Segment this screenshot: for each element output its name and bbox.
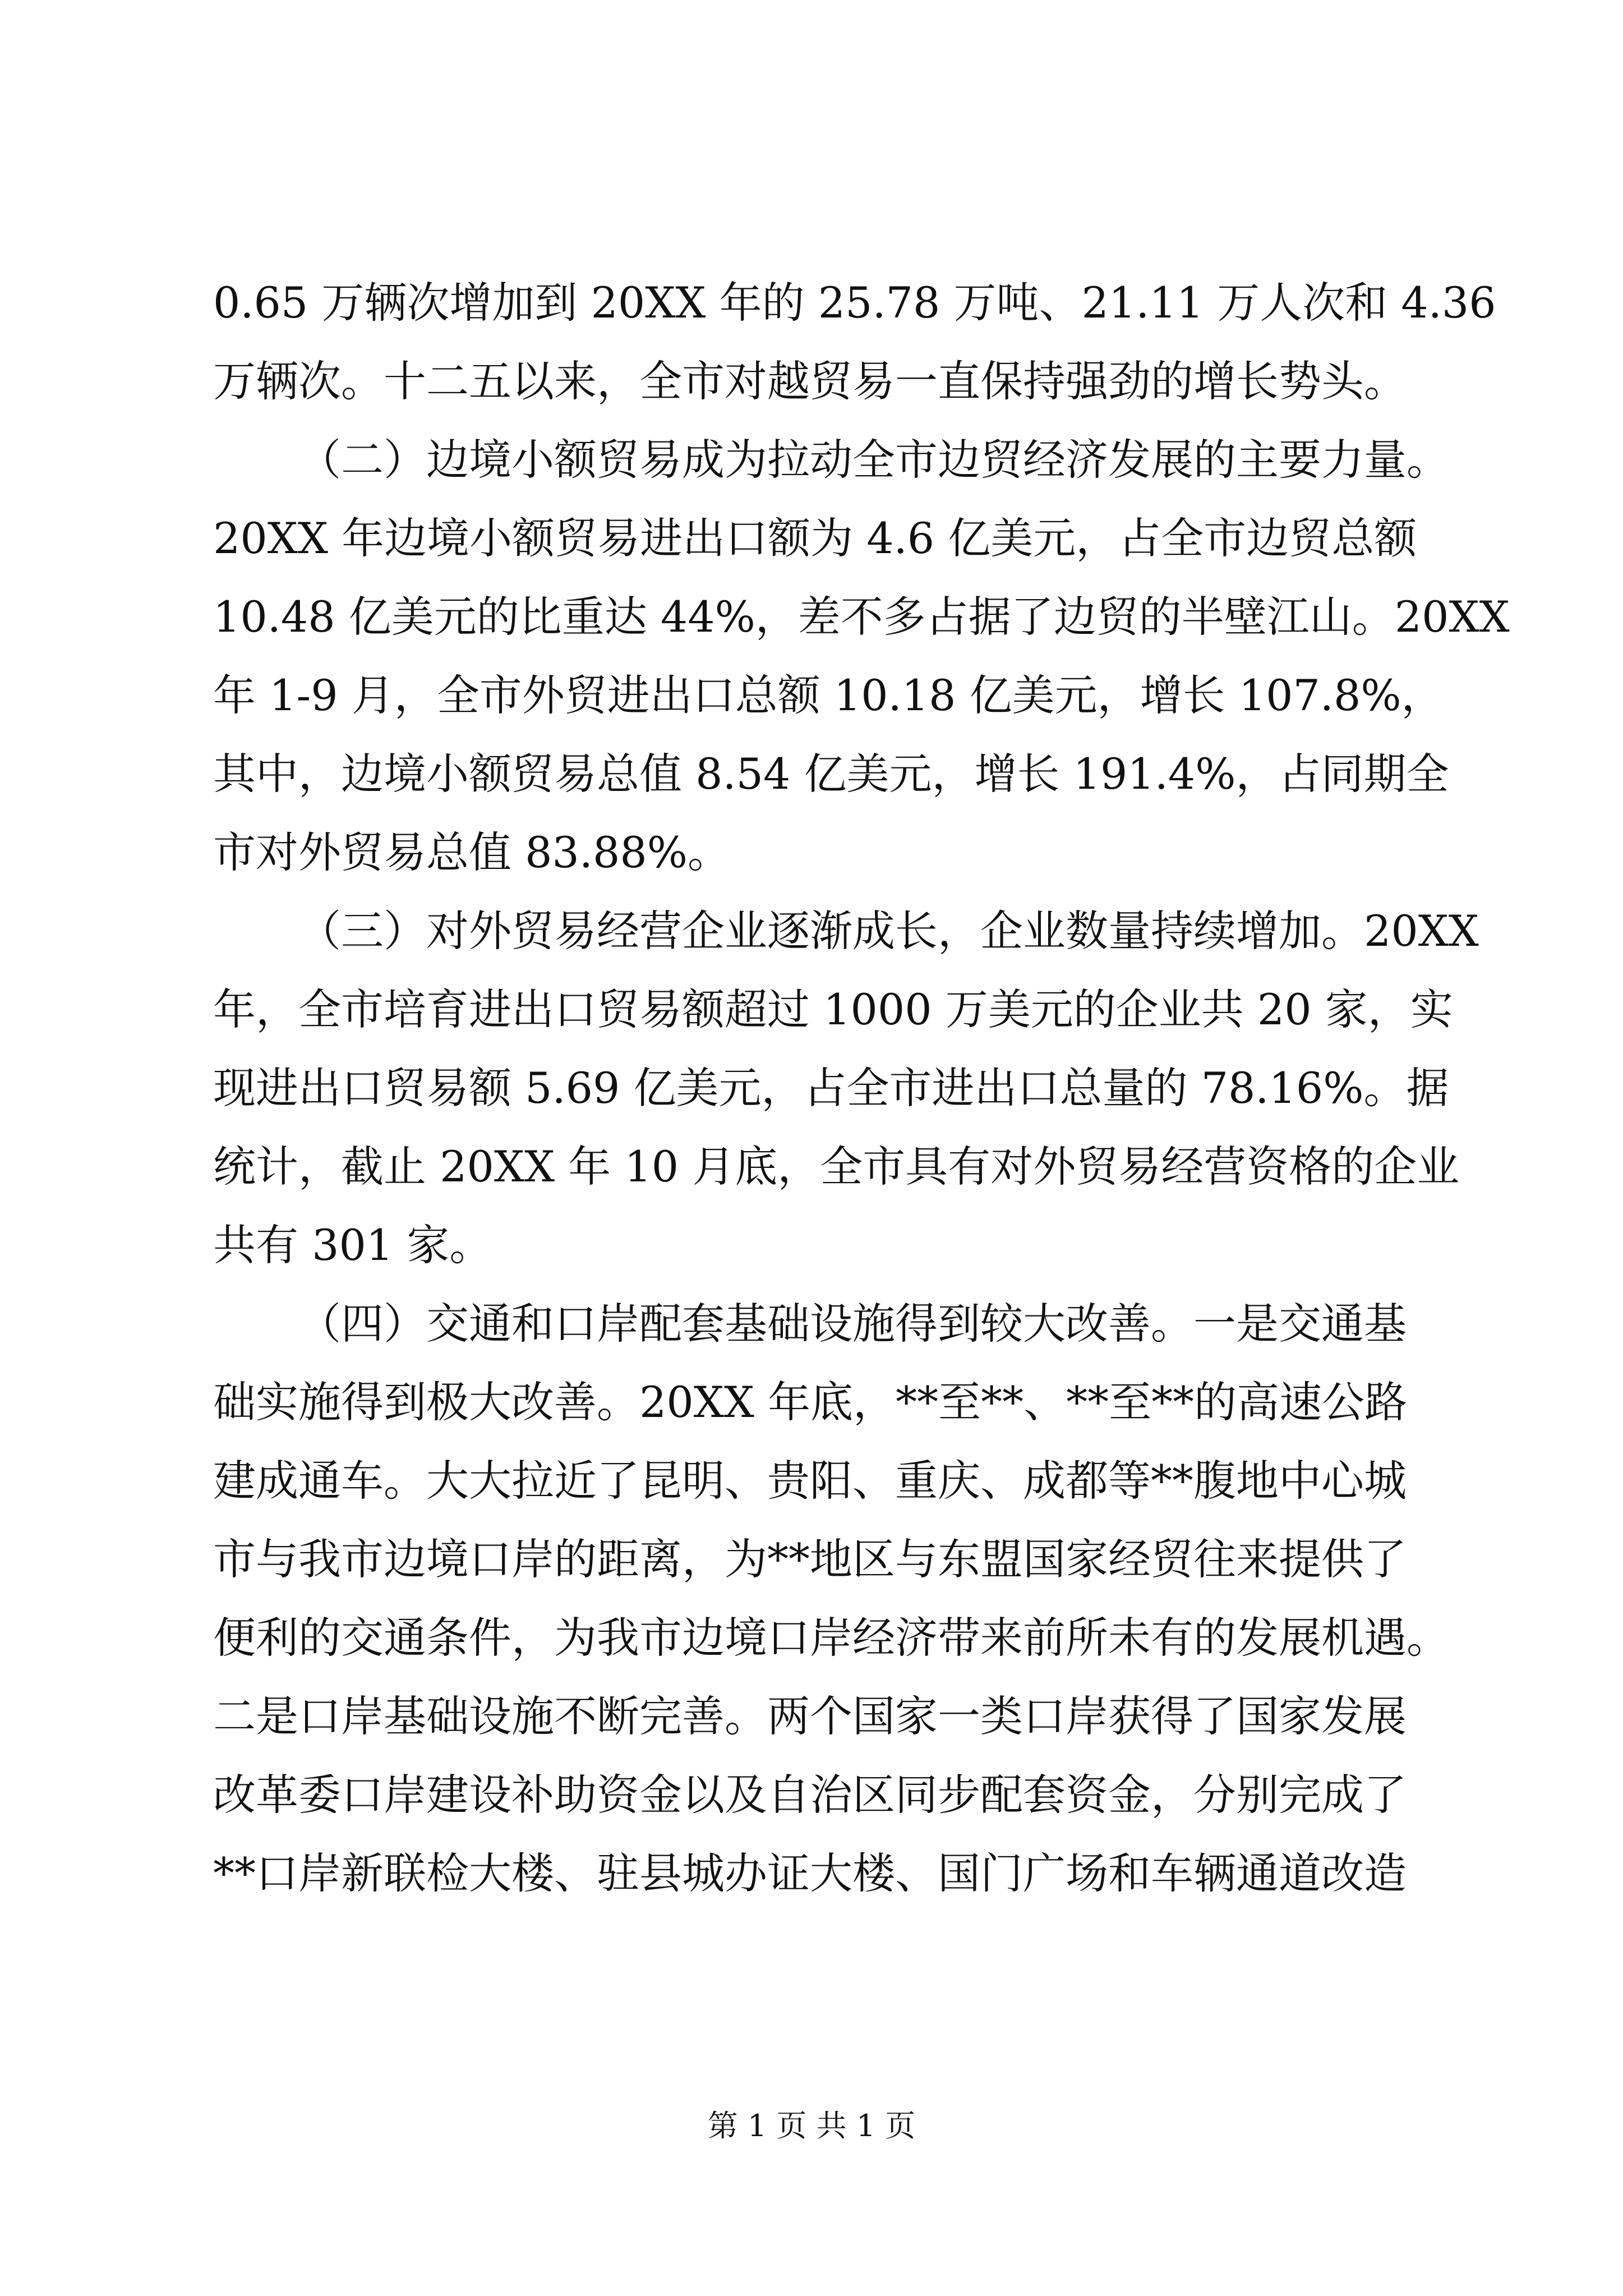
paragraph-first-line: （二）边境小额贸易成为拉动全市边贸经济发展的主要力量。 [298, 435, 1449, 485]
text-line: 万辆次。十二五以来，全市对越贸易一直保持强劲的增长势头。 [213, 356, 1407, 406]
text-line: 10.48 亿美元的比重达 44%，差不多占据了边贸的半壁江山。20XX [213, 592, 1510, 642]
paragraph-first-line: （四）交通和口岸配套基础设施得到较大改善。一是交通基 [298, 1299, 1407, 1349]
body-text [213, 264, 1510, 1913]
text-line: 统计，截止 20XX 年 10 月底，全市具有对外贸易经营资格的企业 [213, 1142, 1460, 1191]
text-line: 年，全市培育进出口贸易额超过 1000 万美元的企业共 20 家，实 [213, 984, 1453, 1034]
text-line: 年 1-9 月，全市外贸进出口总额 10.18 亿美元，增长 107.8%， [213, 670, 1444, 720]
text-line: **口岸新联检大楼、驻县城办证大楼、国门广场和车辆通道改造 [213, 1848, 1407, 1898]
text-line: 其中，边境小额贸易总值 8.54 亿美元，增长 191.4%，占同期全 [213, 749, 1449, 799]
text-line: 建成通车。大大拉近了昆明、贵阳、重庆、成都等**腹地中心城 [213, 1456, 1407, 1506]
text-line: 便利的交通条件，为我市边境口岸经济带来前所未有的发展机遇。 [213, 1613, 1449, 1663]
text-line: 改革委口岸建设补助资金以及自治区同步配套资金，分别完成了 [213, 1770, 1407, 1820]
paragraph-first-line: （三）对外贸易经营企业逐渐成长，企业数量持续增加。20XX [298, 906, 1479, 956]
text-line: 二是口岸基础设施不断完善。两个国家一类口岸获得了国家发展 [213, 1691, 1407, 1741]
text-line: 现进出口贸易额 5.69 亿美元，占全市进出口总量的 78.16%。据 [213, 1063, 1449, 1113]
text-line: 市与我市边境口岸的距离，为**地区与东盟国家经贸往来提供了 [213, 1534, 1407, 1584]
text-line: 20XX 年边境小额贸易进出口额为 4.6 亿美元，占全市边贸总额 [213, 513, 1417, 563]
text-line: 础实施得到极大改善。20XX 年底，**至**、**至**的高速公路 [213, 1377, 1408, 1427]
text-line: 市对外贸易总值 83.88%。 [213, 827, 730, 877]
text-line: 共有 301 家。 [213, 1220, 492, 1270]
page-footer: 第 1 页 共 1 页 [707, 2108, 916, 2143]
text-line: 0.65 万辆次增加到 20XX 年的 25.78 万吨、21.11 万人次和 4.36 [213, 278, 1496, 328]
